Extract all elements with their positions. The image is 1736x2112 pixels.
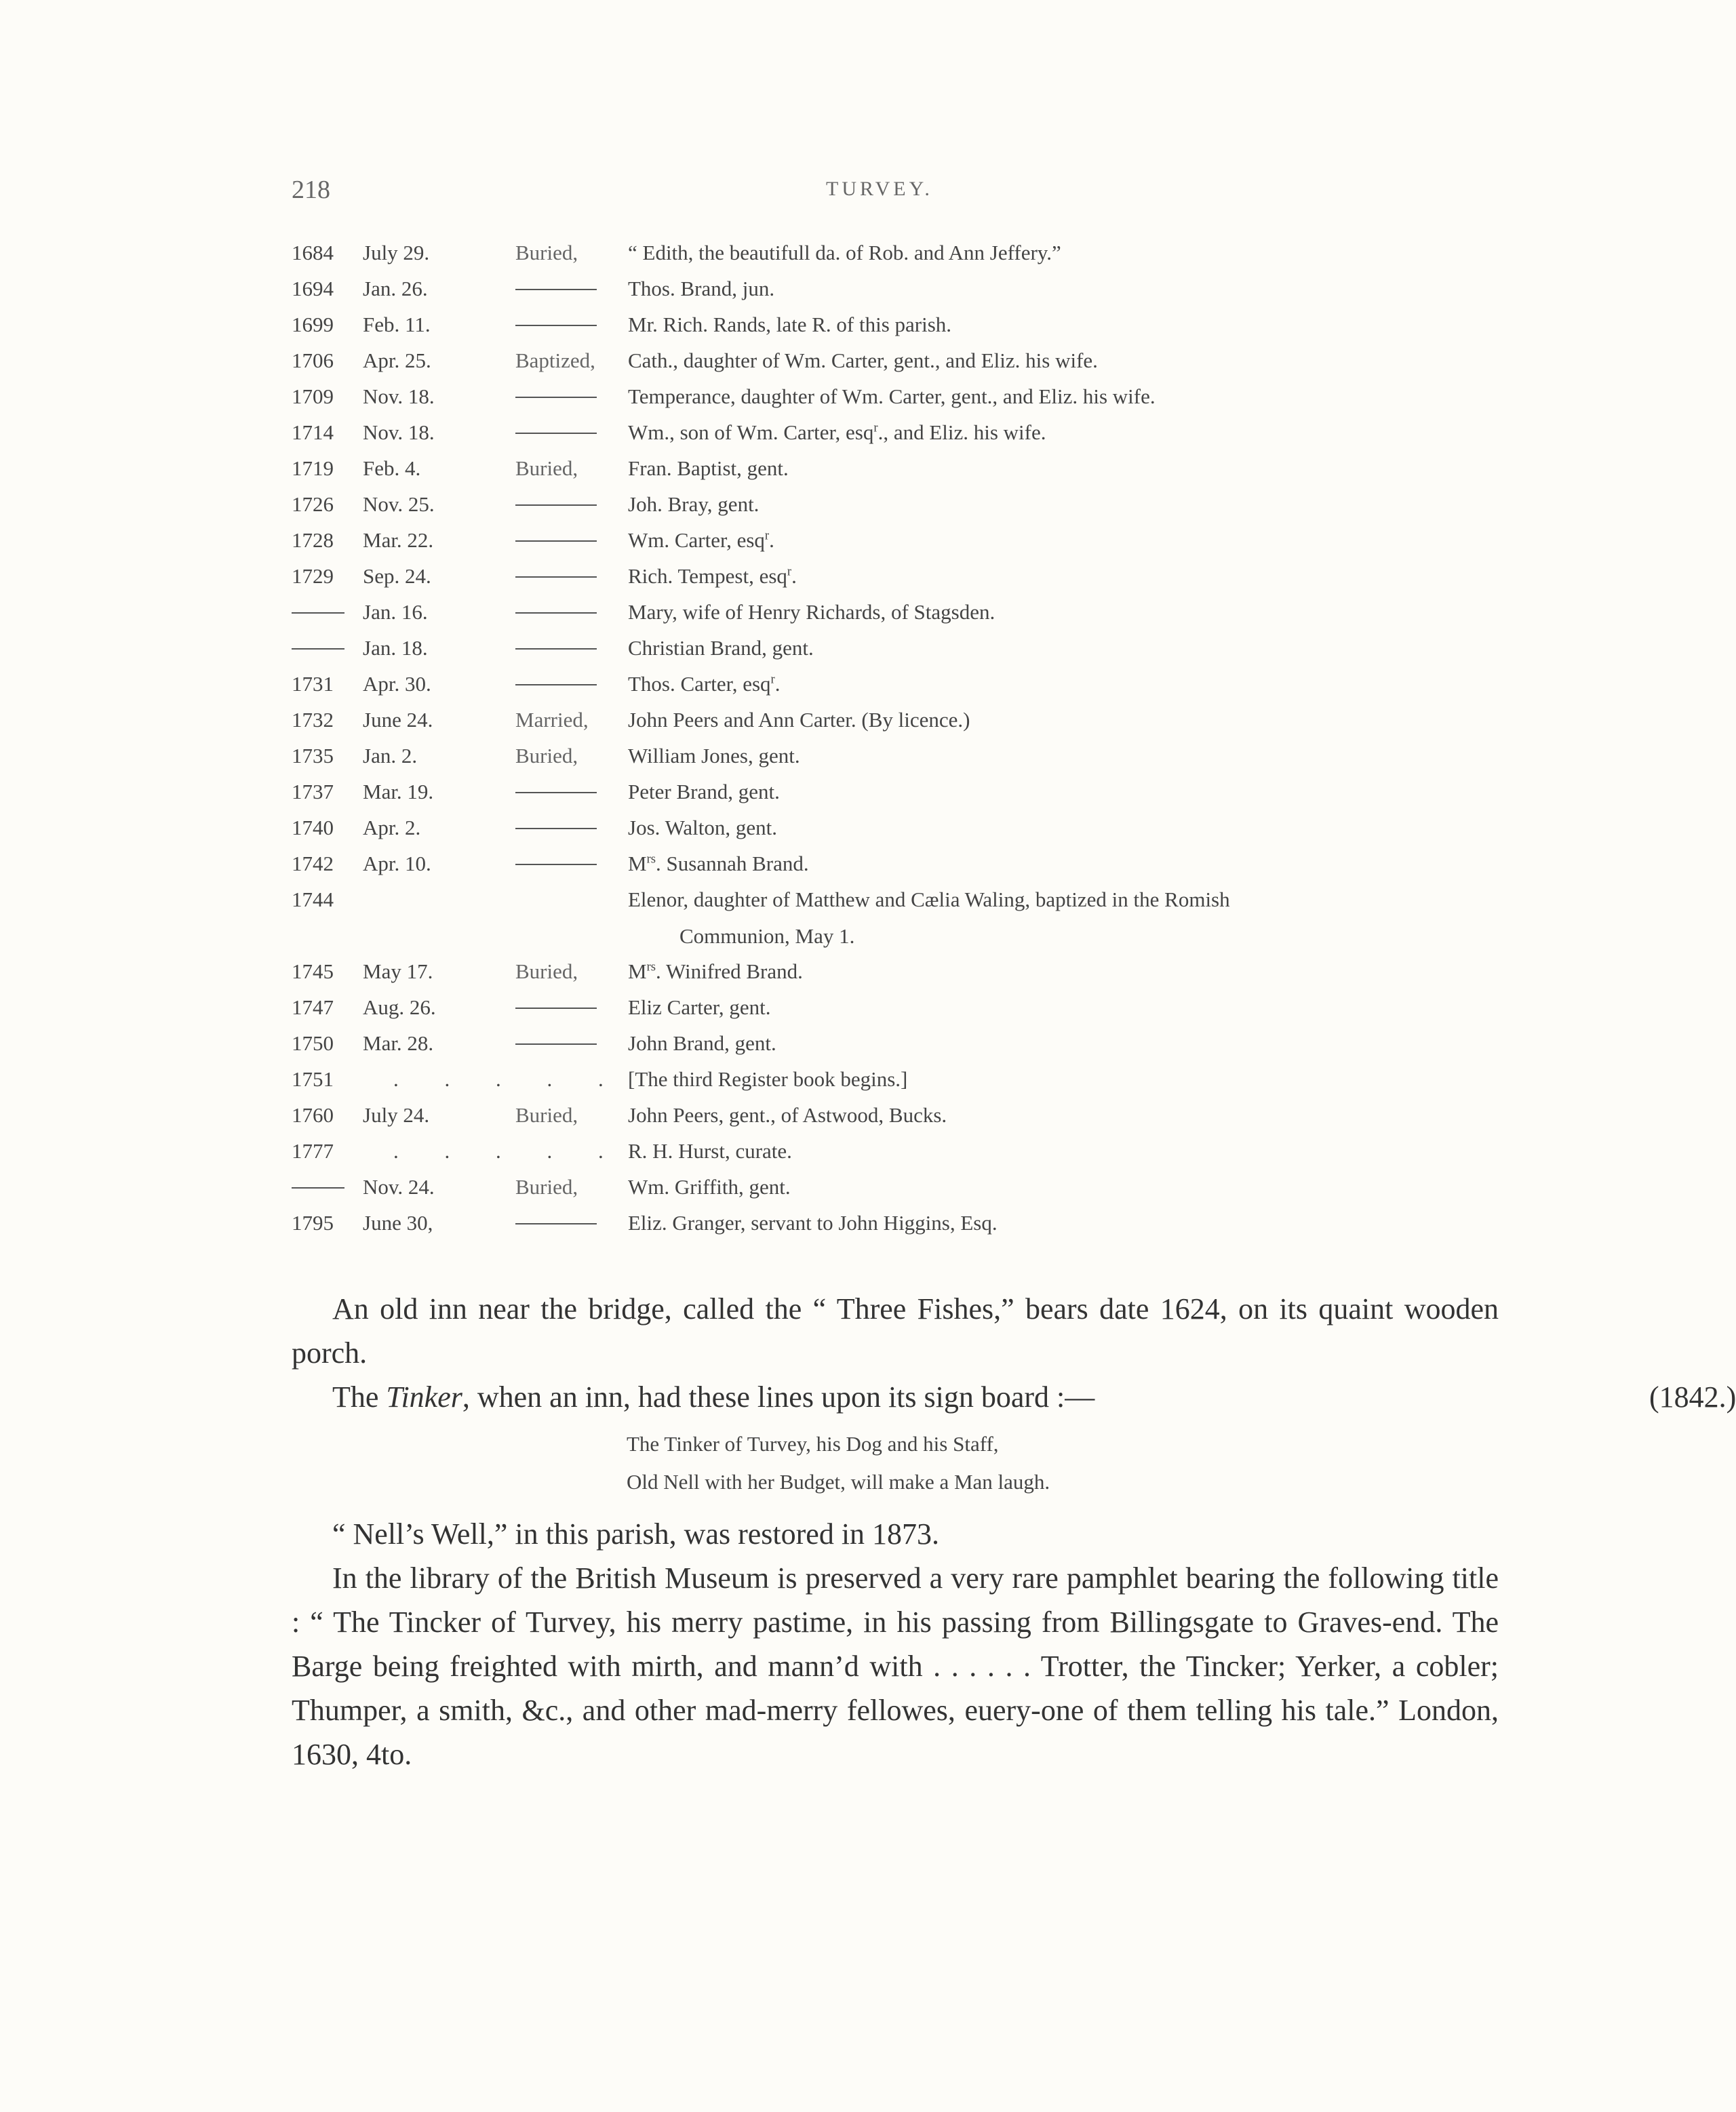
register-row bbox=[292, 241, 1533, 277]
description-text: M bbox=[628, 959, 647, 983]
description-text: Mr. Rich. Rands, late R. of this parish. bbox=[628, 313, 952, 336]
register-event: Buried, bbox=[515, 1175, 578, 1199]
verse-line-1: The Tinker of Turvey, his Dog and his Staff, bbox=[627, 1432, 999, 1456]
register-row bbox=[292, 277, 1533, 313]
ditto-dash bbox=[515, 289, 597, 290]
register-row bbox=[292, 313, 1533, 348]
register-row bbox=[292, 816, 1533, 852]
description-text: Wm. Griffith, gent. bbox=[628, 1175, 791, 1199]
register-year: 1731 bbox=[292, 672, 334, 696]
register-date: Jan. 2. bbox=[363, 744, 418, 768]
register-event: Baptized, bbox=[515, 348, 595, 372]
register-date: June 30, bbox=[363, 1211, 433, 1235]
register-description bbox=[628, 1211, 998, 1235]
description-text: . Susannah Brand. bbox=[656, 852, 809, 875]
description-text: Elenor, daughter of Matthew and Cælia Waling, baptized in the Romish bbox=[628, 888, 1230, 911]
register-date: Nov. 18. bbox=[363, 420, 435, 444]
register-row bbox=[292, 636, 1533, 672]
description-text: . bbox=[774, 672, 781, 696]
register-year: 1750 bbox=[292, 1031, 334, 1055]
register-description bbox=[628, 672, 781, 696]
register-date: July 29. bbox=[363, 241, 430, 264]
register-description bbox=[628, 492, 759, 517]
register-date: Apr. 30. bbox=[363, 672, 431, 696]
register-date: Sep. 24. bbox=[363, 564, 431, 588]
register-date: Mar. 28. bbox=[363, 1031, 434, 1055]
register-year: 1744 bbox=[292, 888, 334, 911]
tinker-year: (1842.) bbox=[1649, 1380, 1736, 1414]
register-year: 1684 bbox=[292, 241, 334, 264]
ditto-event-dash bbox=[515, 420, 600, 445]
register-row bbox=[292, 780, 1533, 816]
register-date: May 17. bbox=[363, 959, 433, 983]
register-description bbox=[628, 1175, 791, 1199]
ditto-event-dash bbox=[515, 852, 600, 876]
register-year: 1742 bbox=[292, 852, 334, 875]
tinker-text-pre: The bbox=[332, 1380, 387, 1414]
register-event: Buried, bbox=[515, 241, 578, 264]
register-year: 1747 bbox=[292, 995, 334, 1019]
register-row bbox=[292, 564, 1533, 600]
register-year: 1699 bbox=[292, 313, 334, 336]
register-date: Jan. 18. bbox=[363, 636, 428, 660]
register-row bbox=[292, 384, 1533, 420]
register-date: Apr. 25. bbox=[363, 348, 431, 372]
register-event: Buried, bbox=[515, 456, 578, 480]
ditto-event-dash bbox=[515, 528, 600, 553]
register-description bbox=[628, 636, 814, 660]
superscript: r bbox=[873, 420, 878, 435]
register-description bbox=[628, 1103, 947, 1128]
ditto-dash bbox=[515, 540, 597, 542]
paragraph-library: In the library of the British Museum is preserved a very rare pamphlet bearing the following title : “ The Tincker of Turvey, his merry pastime, in his passing from Billingsgate to Graves-end. The Barge being freighted with mirth, and mann’d with . . . . . . Trotter, the Tincker; Yerker, a cobler; Thumper, a smith, &c., and other mad-merry fellowes, euery-one of them telling his tale.” London, 1630, 4to. bbox=[292, 1561, 1499, 1771]
register-description bbox=[628, 277, 774, 301]
ditto-dash bbox=[515, 792, 597, 793]
register-date: Nov. 24. bbox=[363, 1175, 435, 1199]
register-row bbox=[292, 672, 1533, 708]
register-year: 1745 bbox=[292, 959, 334, 983]
register-description bbox=[628, 564, 797, 589]
register-year: 1709 bbox=[292, 384, 334, 408]
register-description bbox=[628, 959, 803, 984]
register-row bbox=[292, 1139, 1533, 1175]
register-date: Apr. 10. bbox=[363, 852, 431, 875]
ditto-event-dash bbox=[515, 995, 600, 1020]
ditto-dash bbox=[292, 1187, 344, 1189]
description-text: Joh. Bray, gent. bbox=[628, 492, 760, 516]
register-row bbox=[292, 528, 1533, 564]
register-year: 1795 bbox=[292, 1211, 334, 1235]
superscript: rs bbox=[646, 852, 656, 866]
ditto-dash bbox=[292, 648, 344, 650]
register-year: 1694 bbox=[292, 277, 334, 300]
register-year: 1719 bbox=[292, 456, 334, 480]
register-row bbox=[292, 959, 1533, 995]
register-event: Buried, bbox=[515, 959, 578, 983]
description-text: Wm. Carter, esq bbox=[628, 528, 765, 552]
description-text: [The third Register book begins.] bbox=[628, 1067, 908, 1091]
description-text: ., and Eliz. his wife. bbox=[877, 420, 1046, 444]
register-row bbox=[292, 600, 1533, 636]
register-row bbox=[292, 708, 1533, 744]
ditto-event-dash bbox=[515, 672, 600, 696]
superscript: rs bbox=[646, 959, 656, 974]
register-event: Buried, bbox=[515, 744, 578, 768]
leader-dots: . . . . . bbox=[393, 1139, 624, 1163]
register-row bbox=[292, 420, 1533, 456]
ditto-event-dash bbox=[515, 492, 600, 517]
tinker-text-post: , when an inn, had these lines upon its sign board :— bbox=[462, 1380, 1095, 1414]
description-text: . Winifred Brand. bbox=[656, 959, 803, 983]
ditto-dash bbox=[515, 576, 597, 578]
register-date: Nov. 25. bbox=[363, 492, 435, 516]
description-text: Rich. Tempest, esq bbox=[628, 564, 787, 588]
ditto-year-dash bbox=[292, 1175, 356, 1199]
register-description bbox=[628, 384, 1156, 409]
register-description bbox=[628, 1139, 792, 1163]
register-year: 1735 bbox=[292, 744, 334, 768]
register-date: Nov. 18. bbox=[363, 384, 435, 408]
register-date: Aug. 26. bbox=[363, 995, 436, 1019]
register-date: Jan. 26. bbox=[363, 277, 428, 300]
register-date: Feb. 11. bbox=[363, 313, 431, 336]
description-text: R. H. Hurst, curate. bbox=[628, 1139, 792, 1163]
page-number: 218 bbox=[292, 176, 330, 204]
ditto-event-dash bbox=[515, 780, 600, 804]
description-text: Wm., son of Wm. Carter, esq bbox=[628, 420, 874, 444]
ditto-dash bbox=[292, 612, 344, 614]
register-year: 1740 bbox=[292, 816, 334, 839]
ditto-dash bbox=[515, 612, 597, 614]
description-text: Thos. Brand, jun. bbox=[628, 277, 775, 300]
description-text: Fran. Baptist, gent. bbox=[628, 456, 789, 480]
register-description bbox=[628, 528, 774, 553]
register-row bbox=[292, 456, 1533, 492]
running-head: TURVEY. bbox=[826, 178, 933, 200]
ditto-dash bbox=[515, 828, 597, 829]
superscript: r bbox=[764, 528, 770, 543]
register-description bbox=[628, 313, 951, 337]
description-continuation: Communion, May 1. bbox=[679, 924, 855, 948]
register-description bbox=[628, 600, 995, 624]
ditto-dash bbox=[515, 325, 597, 326]
register-year: 1729 bbox=[292, 564, 334, 588]
description-text: John Peers and Ann Carter. (By licence.) bbox=[628, 708, 970, 732]
register-date: Apr. 2. bbox=[363, 816, 421, 839]
description-text: William Jones, gent. bbox=[628, 744, 800, 768]
ditto-event-dash bbox=[515, 1031, 600, 1056]
description-text: . bbox=[769, 528, 774, 552]
description-text: Cath., daughter of Wm. Carter, gent., and Eliz. his wife. bbox=[628, 348, 1098, 372]
register-year: 1777 bbox=[292, 1139, 334, 1163]
register-row bbox=[292, 995, 1533, 1031]
register-year: 1726 bbox=[292, 492, 334, 516]
description-text: . bbox=[791, 564, 797, 588]
superscript: r bbox=[787, 564, 792, 579]
ditto-dash bbox=[515, 684, 597, 685]
description-text: Mary, wife of Henry Richards, of Stagsden. bbox=[628, 600, 995, 624]
register-description bbox=[628, 708, 970, 732]
ditto-event-dash bbox=[515, 564, 600, 589]
description-text: Thos. Carter, esq bbox=[628, 672, 771, 696]
ditto-event-dash bbox=[515, 313, 600, 337]
register-year: 1732 bbox=[292, 708, 334, 732]
register-row bbox=[292, 348, 1533, 384]
description-text: M bbox=[628, 852, 647, 875]
register-description bbox=[628, 888, 1230, 949]
register-date: Jan. 16. bbox=[363, 600, 428, 624]
description-text: Temperance, daughter of Wm. Carter, gent., and Eliz. his wife. bbox=[628, 384, 1156, 408]
ditto-dash bbox=[515, 864, 597, 865]
ditto-dash bbox=[515, 504, 597, 506]
register-row bbox=[292, 492, 1533, 528]
ditto-event-dash bbox=[515, 384, 600, 409]
register-date: Feb. 4. bbox=[363, 456, 421, 480]
ditto-dash bbox=[515, 1223, 597, 1224]
ditto-event-dash bbox=[515, 277, 600, 301]
register-row bbox=[292, 1067, 1533, 1103]
register-description bbox=[628, 1031, 776, 1056]
register-date: June 24. bbox=[363, 708, 433, 732]
ditto-event-dash bbox=[515, 1211, 600, 1235]
register-year: 1714 bbox=[292, 420, 334, 444]
description-text: Peter Brand, gent. bbox=[628, 780, 780, 803]
description-text: Eliz Carter, gent. bbox=[628, 995, 771, 1019]
description-text: “ Edith, the beautifull da. of Rob. and Ann Jeffery.” bbox=[628, 241, 1061, 264]
register-description bbox=[628, 1067, 907, 1092]
register-row bbox=[292, 852, 1533, 888]
register-event: Married, bbox=[515, 708, 589, 732]
register-row bbox=[292, 888, 1533, 959]
register-row bbox=[292, 1031, 1533, 1067]
tinker-italic: Tinker bbox=[386, 1380, 462, 1414]
superscript: r bbox=[770, 672, 775, 687]
register-row bbox=[292, 744, 1533, 780]
ditto-event-dash bbox=[515, 600, 600, 624]
register-year: 1737 bbox=[292, 780, 334, 803]
register-date: Mar. 19. bbox=[363, 780, 434, 803]
register-description bbox=[628, 995, 771, 1020]
register-description bbox=[628, 744, 800, 768]
ditto-dash bbox=[515, 648, 597, 650]
register-description bbox=[628, 816, 777, 840]
register-date: July 24. bbox=[363, 1103, 430, 1127]
register-description bbox=[628, 348, 1098, 373]
paragraph-nells-well: “ Nell’s Well,” in this parish, was restored in 1873. bbox=[332, 1517, 940, 1551]
ditto-dash bbox=[515, 433, 597, 434]
leader-dots: . . . . . bbox=[393, 1067, 624, 1091]
register-year: 1760 bbox=[292, 1103, 334, 1127]
register-date: Mar. 22. bbox=[363, 528, 434, 552]
register-description bbox=[628, 780, 780, 804]
register-description bbox=[628, 241, 1061, 265]
description-text: John Peers, gent., of Astwood, Bucks. bbox=[628, 1103, 947, 1127]
ditto-year-dash bbox=[292, 636, 356, 660]
description-text: Eliz. Granger, servant to John Higgins, Esq. bbox=[628, 1211, 998, 1235]
register-year: 1751 bbox=[292, 1067, 334, 1091]
parish-register bbox=[292, 241, 1533, 1247]
page-header bbox=[0, 175, 1623, 209]
ditto-dash bbox=[515, 397, 597, 398]
register-row bbox=[292, 1175, 1533, 1211]
register-row bbox=[292, 1211, 1533, 1247]
register-row bbox=[292, 1103, 1533, 1139]
register-description bbox=[628, 420, 1046, 445]
ditto-dash bbox=[515, 1043, 597, 1045]
register-description bbox=[628, 456, 789, 481]
description-text: John Brand, gent. bbox=[628, 1031, 776, 1055]
register-year: 1706 bbox=[292, 348, 334, 372]
paragraph-inn: An old inn near the bridge, called the “ Three Fishes,” bears date 1624, on its quaint wooden porch. bbox=[292, 1292, 1499, 1370]
register-description bbox=[628, 852, 809, 876]
ditto-event-dash bbox=[515, 816, 600, 840]
description-text: Jos. Walton, gent. bbox=[628, 816, 777, 839]
paragraph-tinker bbox=[292, 1375, 1736, 1419]
ditto-event-dash bbox=[515, 636, 600, 660]
register-year: 1728 bbox=[292, 528, 334, 552]
ditto-dash bbox=[515, 1008, 597, 1009]
register-event: Buried, bbox=[515, 1103, 578, 1127]
ditto-year-dash bbox=[292, 600, 356, 624]
description-text: Christian Brand, gent. bbox=[628, 636, 814, 660]
verse-line-2: Old Nell with her Budget, will make a Man laugh. bbox=[627, 1470, 1050, 1494]
